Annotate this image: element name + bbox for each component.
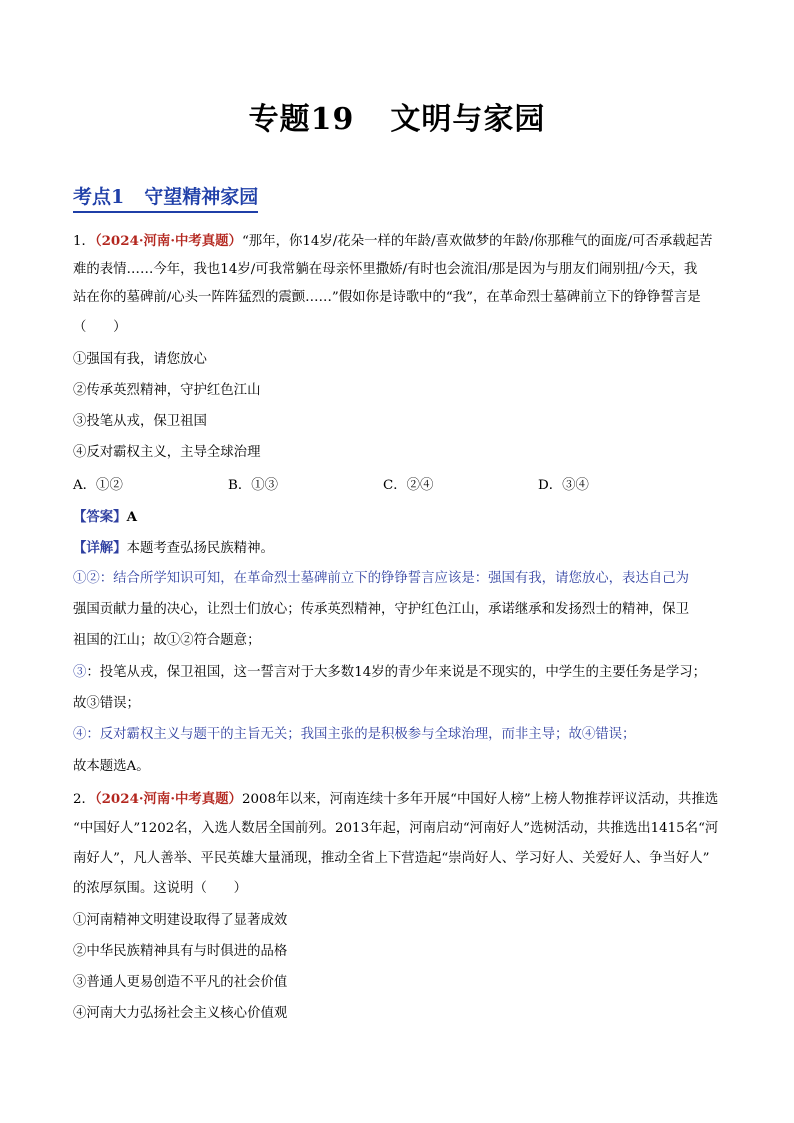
q1-bracket: （ ） <box>73 320 127 335</box>
title-topic-name: 文明与家园 <box>390 102 546 137</box>
q1-option-d: D．③④ <box>538 478 589 493</box>
q2-item: ②中华民族精神具有与时俱进的品格 <box>73 944 288 959</box>
q2-stem-line: 的浓厚氛围。这说明（ ） <box>73 881 248 896</box>
q2-stem-line <box>73 789 718 810</box>
q2-item: ④河南大力弘扬社会主义核心价值观 <box>73 1006 288 1021</box>
q1-explanation-line: ④：反对霸权主义与题干的主旨无关；我国主张的是积极参与全球治理，而非主导；故④错误； <box>73 727 636 742</box>
q1-explanation-line: 故③错误； <box>73 696 140 711</box>
q2-source: （2024·河南·中考真题） <box>94 791 242 807</box>
q1-stem-text: “那年，你14岁/花朵一样的年龄/喜欢做梦的年龄/你那稚气的面庞/可否承载起苦 <box>241 234 713 249</box>
detail-text: 本题考查弘扬民族精神。 <box>126 541 274 556</box>
q2-stem-line: “中国好人”1202名，入选人数居全国前列。2013年起，河南启动“河南好人”选树活动，共推选出1415名“河 <box>73 821 719 836</box>
section-name: 守望精神家园 <box>144 186 259 208</box>
title-topic-number: 专题19 <box>248 102 355 137</box>
detail-label: 【详解】 <box>73 540 127 556</box>
q1-option-b: B．①③ <box>228 478 279 493</box>
q1-option-c: C．②④ <box>383 478 434 493</box>
q1-explanation-line <box>73 663 706 683</box>
q1-number: 1． <box>73 234 95 249</box>
q1-item: ③投笔从戎，保卫祖国 <box>73 414 207 429</box>
q2-number: 2． <box>73 792 95 807</box>
explanation-text: ：投笔从戎，保卫祖国，这一誓言对于大多数14岁的青少年来说是不现实的，中学生的主要任务是学习； <box>86 665 707 680</box>
q2-stem-line: 南好人”，凡人善举、平民英雄大量涌现，推动全省上下营造起“崇尚好人、学习好人、关爱好人、争当好人” <box>73 851 710 866</box>
q1-stem-line: 难的表情……今年，我也14岁/可我常躺在母亲怀里撒娇/有时也会流泪/那是因为与朋友们闹别扭/今天，我 <box>73 262 698 277</box>
q2-item: ①河南精神文明建设取得了显著成效 <box>73 913 288 928</box>
q2-stem-text: 2008年以来，河南连续十多年开展“中国好人榜”上榜人物推荐评议活动，共推选 <box>241 792 719 807</box>
q1-option-a: A．①② <box>73 478 123 493</box>
section-heading <box>73 184 258 213</box>
q1-explanation-line: 强国贡献力量的决心，让烈士们放心；传承英烈精神，守护红色江山，承诺继承和发扬烈士的精神，保卫 <box>73 602 689 617</box>
q1-answer <box>73 507 137 528</box>
q1-stem-line: 站在你的墓碑前/心头一阵阵猛烈的震颤……”假如你是诗歌中的“我”，在革命烈士墓碑前立下的铮铮誓言是 <box>73 290 701 305</box>
q1-item: ②传承英烈精神，守护红色江山 <box>73 383 261 398</box>
q1-conclusion: 故本题选A。 <box>73 759 150 774</box>
q1-explanation-line: 祖国的江山；故①②符合题意； <box>73 633 261 648</box>
answer-value: A <box>126 509 137 525</box>
q1-stem-line <box>73 231 712 252</box>
section-number: 考点1 <box>73 186 125 208</box>
q1-options <box>73 476 693 496</box>
q1-item: ④反对霸权主义，主导全球治理 <box>73 445 261 460</box>
explanation-marker: ③ <box>73 665 87 680</box>
answer-label: 【答案】 <box>73 509 127 525</box>
q1-item: ①强国有我，请您放心 <box>73 352 207 367</box>
q2-item: ③普通人更易创造不平凡的社会价值 <box>73 975 288 990</box>
q1-detail <box>73 538 274 559</box>
page-title <box>0 94 794 138</box>
q1-explanation-line: ①②：结合所学知识可知，在革命烈士墓碑前立下的铮铮誓言应该是：强国有我，请您放心，表达自己为 <box>73 571 689 586</box>
q1-source: （2024·河南·中考真题） <box>94 233 242 249</box>
